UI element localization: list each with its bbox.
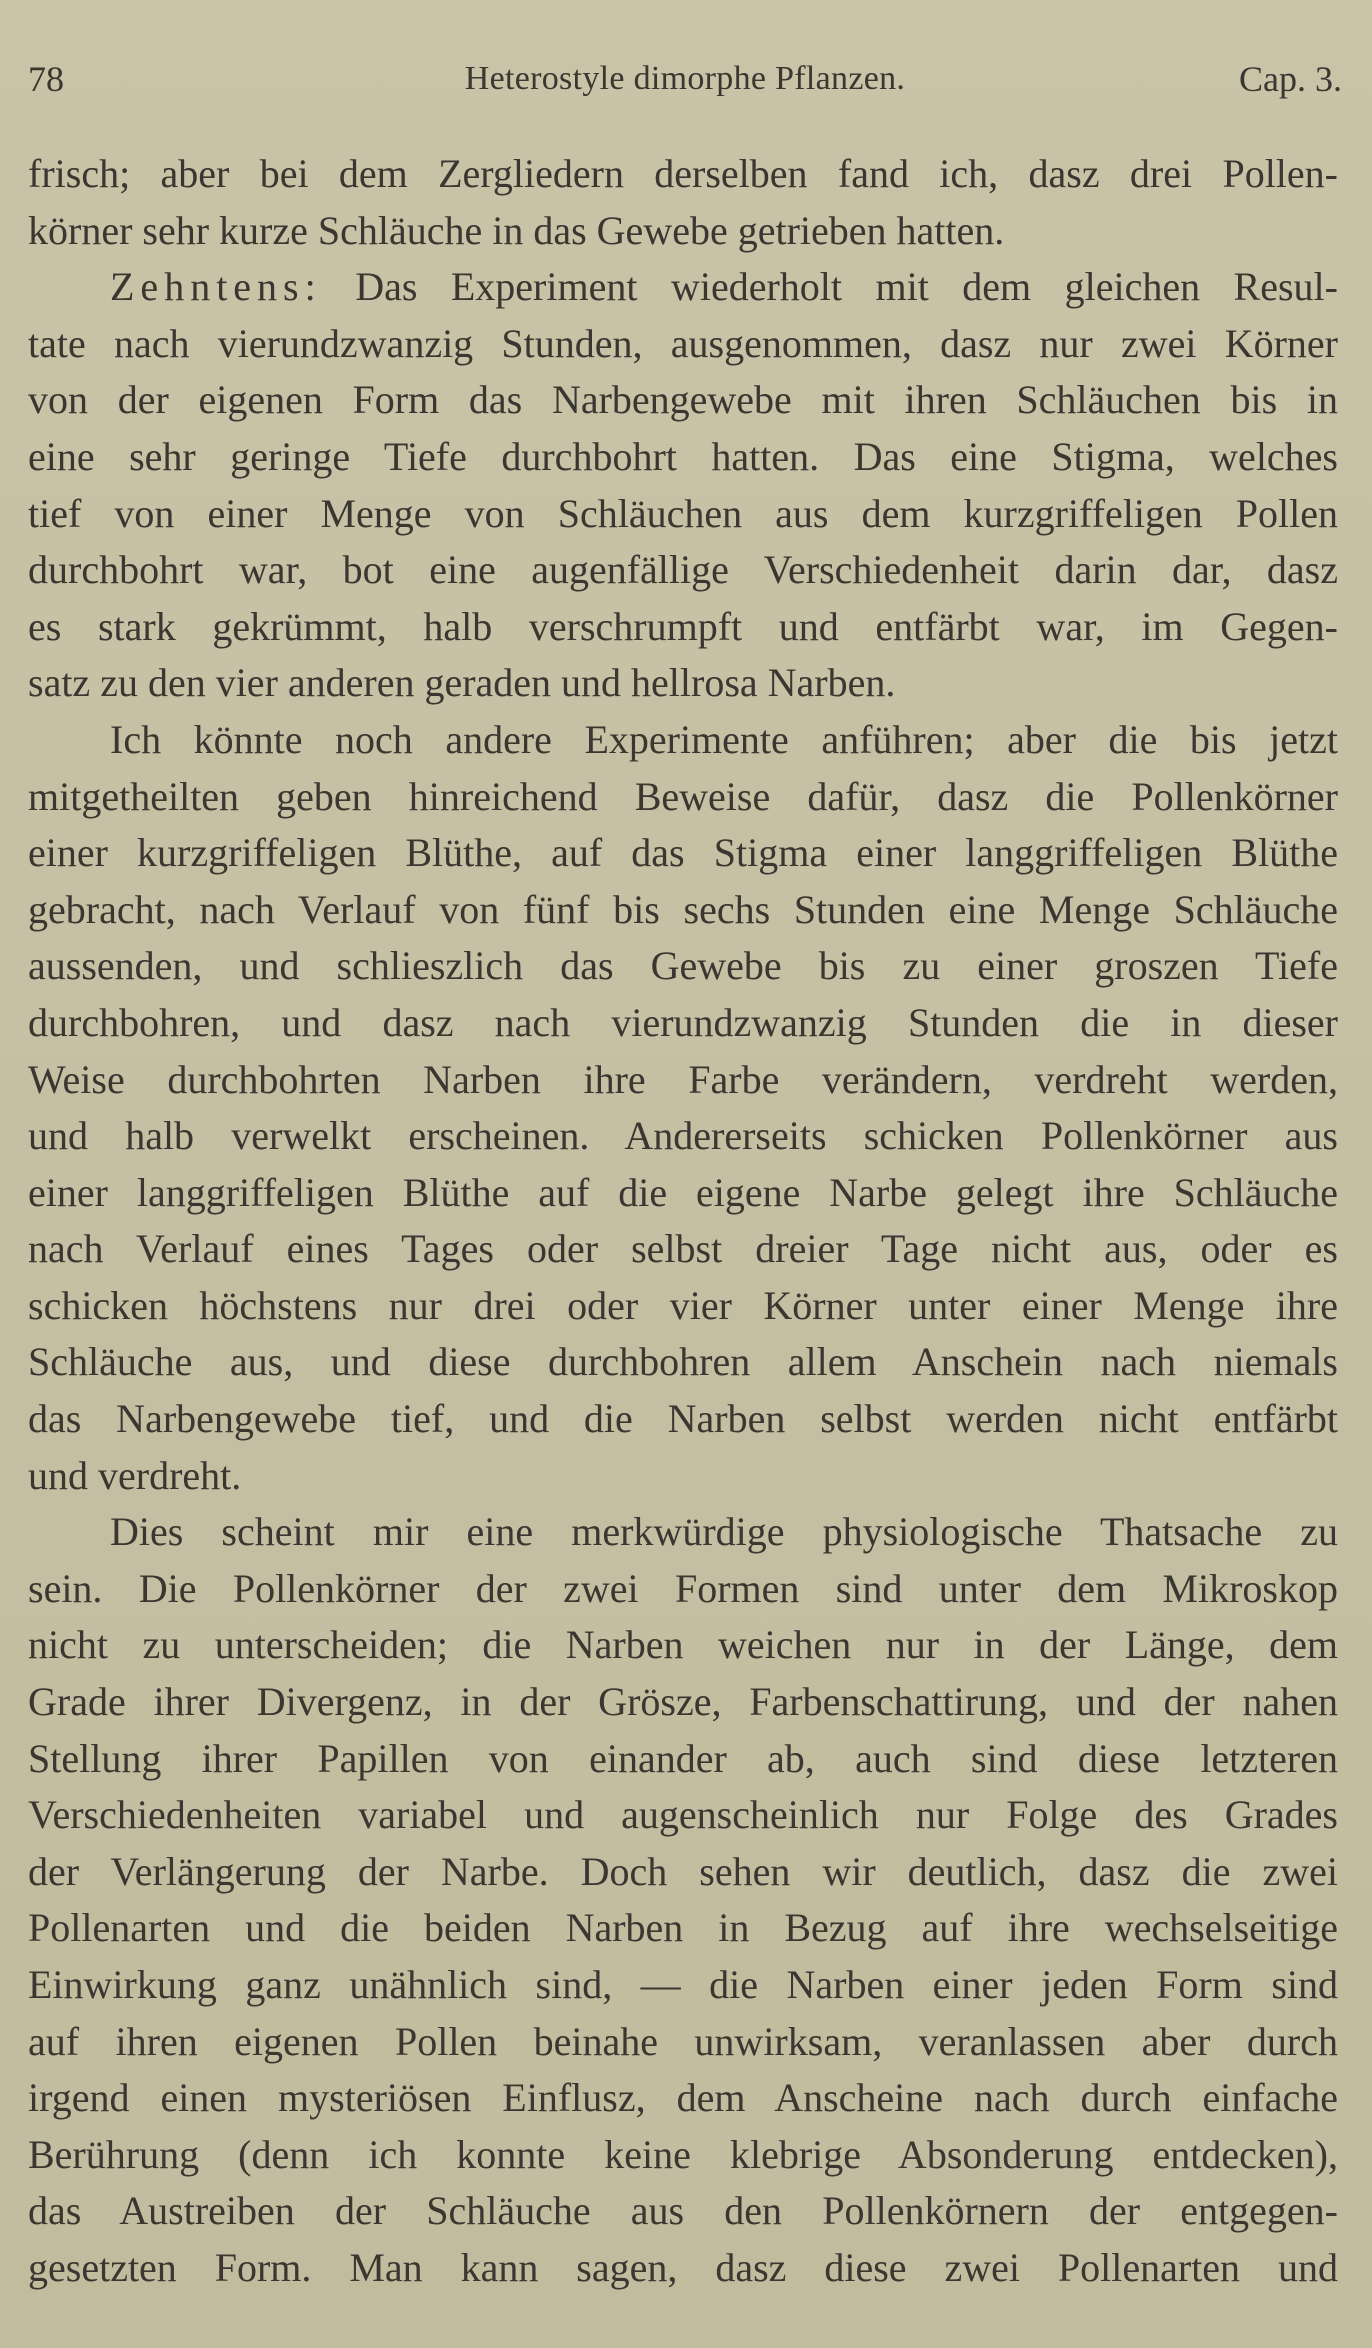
text-line: nach Verlauf eines Tages oder selbst dreier Tage nicht aus, oder es: [28, 1226, 1338, 1272]
text-line: gebracht, nach Verlauf von fünf bis sechs Stunden eine Menge Schläuche: [28, 886, 1338, 932]
page-number: 78: [28, 59, 64, 99]
text-line: Einwirkung ganz unähnlich sind, — die Narben einer jeden Form sind: [28, 1962, 1338, 2007]
text-line: und halb verwelkt erscheinen. Andererseits schicken Pollenkörner aus: [28, 1113, 1338, 1159]
text-line: Schläuche aus, und diese durchbohren allem Anschein nach niemals: [28, 1339, 1338, 1385]
text-line: auf ihren eigenen Pollen beinahe unwirksam, veranlassen aber durch: [28, 2018, 1338, 2064]
text-line: durchbohren, und dasz nach vierundzwanzig Stunden die in dieser: [28, 999, 1338, 1045]
text-line: eine sehr geringe Tiefe durchbohrt hatten. Das eine Stigma, welches: [28, 433, 1338, 479]
text-line: Ich könnte noch andere Experimente anführen; aber die bis jetzt: [110, 716, 1338, 762]
text-line: frisch; aber bei dem Zergliedern derselben fand ich, dasz drei Pollen-: [28, 151, 1338, 196]
running-title: Heterostyle dimorphe Pflanzen.: [464, 60, 906, 97]
text-line: körner sehr kurze Schläuche in das Gewebe getrieben hatten.: [28, 207, 1005, 253]
text-line-rest: Das Experiment wiederholt mit dem gleichen Resul-: [321, 264, 1338, 310]
text-line: schicken höchstens nur drei oder vier Körner unter einer Menge ihre: [28, 1282, 1338, 1328]
text-line: satz zu den vier anderen geraden und hellrosa Narben.: [28, 660, 896, 706]
paragraph: [28, 1504, 1338, 2296]
text-line: gesetzten Form. Man kann sagen, dasz diese zwei Pollenarten und: [28, 2244, 1338, 2290]
text-line: das Austreiben der Schläuche aus den Pollenkörnern der entgegen-: [28, 2188, 1338, 2234]
text-line: der Verlängerung der Narbe. Doch sehen wir deutlich, dasz die zwei: [28, 1848, 1338, 1894]
text-line: Berührung (denn ich konnte keine klebrige Absonderung entdecken),: [28, 2131, 1338, 2177]
text-line: es stark gekrümmt, halb verschrumpft und entfärbt war, im Gegen-: [28, 603, 1338, 649]
text-line: sein. Die Pollenkörner der zwei Formen sind unter dem Mikroskop: [28, 1565, 1338, 1611]
text-line: einer kurzgriffeligen Blüthe, auf das Stigma einer langgriffeligen Blüthe: [28, 830, 1338, 876]
text-line: Stellung ihrer Papillen von einander ab, auch sind diese letzteren: [28, 1735, 1338, 1781]
text-line: das Narbengewebe tief, und die Narben selbst werden nicht entfärbt: [28, 1396, 1338, 1442]
text-line: Pollenarten und die beiden Narben in Bezug auf ihre wechselseitige: [28, 1905, 1338, 1951]
text-line: Verschiedenheiten variabel und augenscheinlich nur Folge des Grades: [28, 1792, 1338, 1838]
running-header: [28, 54, 1342, 104]
text-line: einer langgriffeligen Blüthe auf die eigene Narbe gelegt ihre Schläuche: [28, 1169, 1338, 1215]
text-line: von der eigenen Form das Narbengewebe mit ihren Schläuchen bis in: [28, 377, 1338, 423]
paragraph: [28, 712, 1338, 1504]
paragraph: [28, 259, 1338, 712]
text-line: nicht zu unterscheiden; die Narben weichen nur in der Länge, dem: [28, 1622, 1338, 1668]
text-line: mitgetheilten geben hinreichend Beweise dafür, dasz die Pollenkörner: [28, 773, 1338, 819]
text-line: [28, 259, 1338, 316]
text-line: irgend einen mysteriösen Einflusz, dem Anscheine nach durch einfache: [28, 2075, 1338, 2121]
spaced-lead-word: Zehntens:: [110, 264, 322, 310]
chapter-reference: Cap. 3.: [1239, 59, 1342, 99]
text-line: tate nach vierundzwanzig Stunden, ausgenommen, dasz nur zwei Körner: [28, 320, 1338, 366]
text-line: Weise durchbohrten Narben ihre Farbe verändern, verdreht werden,: [28, 1056, 1338, 1102]
text-line: Dies scheint mir eine merkwürdige physiologische Thatsache zu: [110, 1509, 1338, 1555]
body-text: [28, 146, 1338, 2297]
text-line: Grade ihrer Divergenz, in der Grösze, Farbenschattirung, und der nahen: [28, 1679, 1338, 1725]
text-line: durchbohrt war, bot eine augenfällige Verschiedenheit darin dar, dasz: [28, 547, 1338, 593]
text-line: aussenden, und schlieszlich das Gewebe bis zu einer groszen Tiefe: [28, 943, 1338, 989]
paragraph: [28, 146, 1338, 259]
text-line: tief von einer Menge von Schläuchen aus dem kurzgriffeligen Pollen: [28, 490, 1338, 536]
text-line: und verdreht.: [28, 1452, 242, 1498]
